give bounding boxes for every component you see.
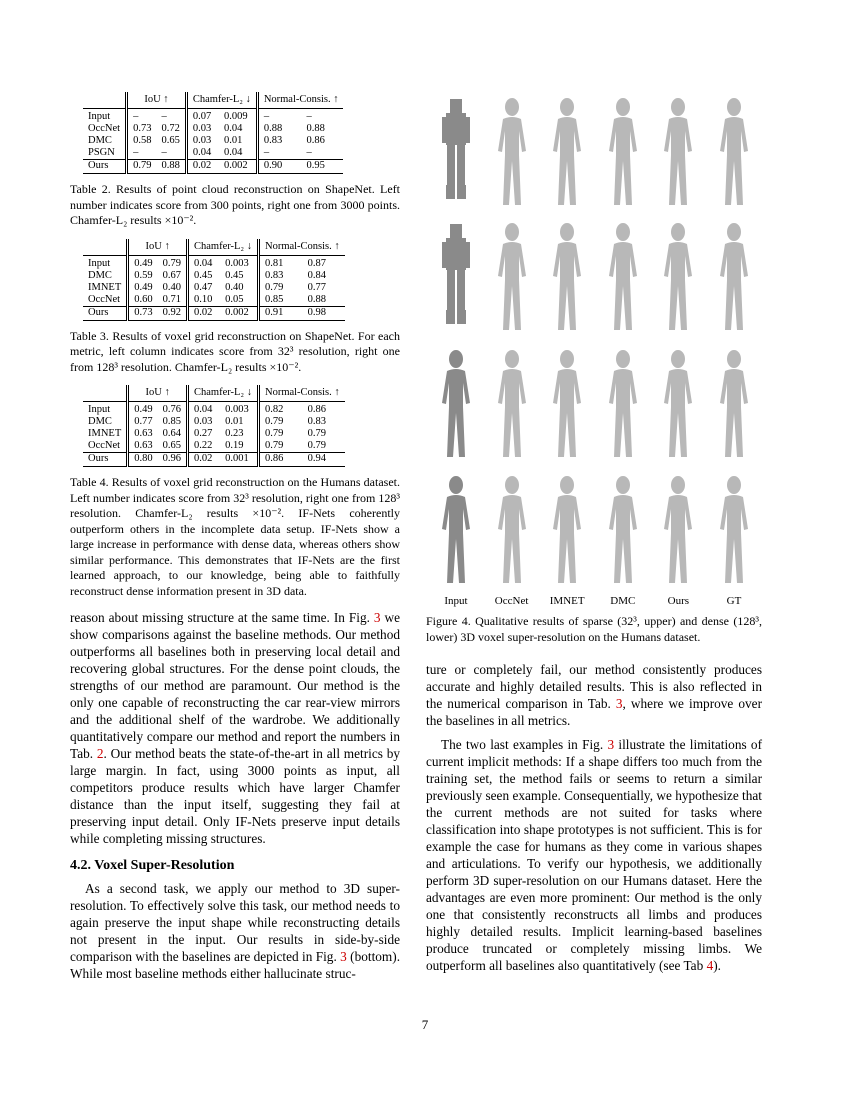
table-header: IoU ↑ — [127, 92, 187, 109]
figure-cell — [430, 347, 482, 465]
cell: 0.65 — [162, 440, 181, 451]
figure-head — [616, 98, 630, 116]
section-heading: 4.2. Voxel Super-Resolution — [70, 858, 235, 873]
cell: – — [257, 109, 301, 124]
paragraph-text: , where we improve over the baselines in all metrics. — [426, 696, 763, 728]
figure-body — [553, 117, 581, 205]
paragraph-text: . Our method beats the state-of-the-art in all metrics by large margin. In fact, using 3000 points as input, all competitors produce results which have larger Chamfer distance than the input itself, suggesting they fail at preserving input detail. Only IF-Nets preserve input details while completing missing structures. — [70, 746, 400, 846]
figure-cell — [430, 473, 482, 591]
table-header: Chamfer-L₂ ↓ — [188, 385, 259, 402]
cell: 0.40 — [225, 281, 244, 293]
voxel-block — [464, 242, 470, 268]
figure-body — [553, 242, 581, 330]
table-row — [83, 135, 343, 147]
paragraph-text: reason about missing structure at the same time. In Fig. — [70, 610, 370, 625]
figure-cell — [708, 473, 760, 591]
voxel-block — [446, 113, 466, 145]
table-header: Chamfer-L₂ ↓ — [186, 92, 257, 109]
figure-cell — [708, 347, 760, 465]
row-label: PSGN — [88, 147, 115, 158]
figure-body — [498, 117, 526, 205]
row-label: Input — [88, 404, 111, 415]
figure-head — [616, 223, 630, 241]
cell: 0.79 — [258, 428, 302, 440]
table-row — [83, 255, 345, 270]
table-row — [83, 440, 345, 453]
human-shape-render — [708, 347, 760, 465]
cell: 0.79 — [307, 440, 327, 451]
voxel-block — [450, 99, 462, 113]
human-shape-render — [430, 347, 482, 465]
figure-cell — [597, 220, 649, 338]
cell: – — [161, 147, 167, 158]
cell: 0.003 — [225, 404, 249, 415]
row-label: OccNet — [88, 440, 121, 451]
cell: 0.02 — [188, 453, 221, 467]
table-row — [83, 160, 343, 174]
human-shape-render — [652, 95, 704, 213]
cell: 0.77 — [128, 416, 158, 428]
figure-ref-link[interactable]: 3 — [607, 737, 615, 752]
table-header — [83, 92, 127, 109]
figure-label: Input — [444, 595, 468, 607]
human-shape-render — [430, 95, 482, 213]
figure-head — [671, 223, 685, 241]
figure-cell — [708, 220, 760, 338]
figure-cell — [430, 95, 482, 213]
table-header: Chamfer-L₂ ↓ — [188, 239, 259, 256]
human-shape-render — [597, 220, 649, 338]
cell: 0.45 — [225, 269, 244, 281]
figure-body — [553, 369, 581, 457]
figure-4-caption: Figure 4. Qualitative results of sparse (32³, upper) and dense (128³, lower) 3D voxel super-resolution on the Humans dataset. — [426, 614, 762, 644]
cell: 0.04 — [223, 123, 243, 134]
figure-head — [560, 223, 574, 241]
figure-body — [609, 495, 637, 583]
voxel-block — [457, 310, 466, 324]
cell: 0.49 — [128, 255, 158, 270]
cell: 0.23 — [225, 428, 244, 439]
figure-body — [720, 117, 748, 205]
table-header: Normal-Consis. ↑ — [258, 385, 344, 402]
figure-head — [671, 476, 685, 494]
voxel-block — [447, 145, 455, 185]
table-header — [83, 239, 128, 256]
row-label: DMC — [88, 269, 112, 281]
figure-head — [505, 98, 519, 116]
row-label: Ours — [88, 453, 109, 464]
figure-row — [430, 220, 760, 338]
cell: 0.79 — [258, 416, 302, 428]
cell: 0.22 — [188, 440, 221, 453]
human-shape-render — [486, 95, 538, 213]
cell: – — [257, 147, 301, 160]
paragraph-text: (bottom). While most baseline methods either hallucinate struc- — [70, 949, 401, 981]
figure-cell — [597, 95, 649, 213]
cell: 0.80 — [128, 453, 158, 467]
cell: 0.83 — [258, 270, 302, 282]
voxel-block — [446, 238, 466, 270]
figure-label: GT — [726, 595, 742, 607]
figure-head — [727, 98, 741, 116]
table-header: IoU ↑ — [128, 239, 188, 256]
cell: 0.79 — [258, 282, 302, 294]
cell: 0.79 — [307, 428, 327, 439]
figure-body — [498, 369, 526, 457]
human-shape-render — [430, 473, 482, 591]
cell: 0.003 — [225, 257, 249, 269]
cell: 0.86 — [258, 453, 302, 467]
figure-cell — [486, 347, 538, 465]
cell: 0.009 — [223, 111, 248, 122]
figure-cell — [652, 347, 704, 465]
cell: 0.73 — [127, 123, 157, 135]
figure-head — [560, 98, 574, 116]
figure-body — [442, 495, 470, 583]
cell: 0.84 — [307, 269, 327, 281]
human-shape-render — [708, 473, 760, 591]
cell: 0.82 — [258, 402, 302, 417]
cell: 0.001 — [225, 453, 249, 464]
cell: 0.64 — [162, 428, 181, 439]
figure-4 — [430, 95, 760, 610]
figure-label: IMNET — [549, 595, 585, 607]
cell: 0.85 — [258, 294, 302, 307]
voxel-block — [457, 145, 465, 185]
table-row — [83, 123, 343, 135]
figure-cell — [652, 220, 704, 338]
figure-head — [727, 223, 741, 241]
figure-body — [442, 369, 470, 457]
figure-cell — [597, 473, 649, 591]
figure-cell — [652, 95, 704, 213]
human-shape-render — [486, 347, 538, 465]
row-label: Ours — [88, 160, 109, 171]
table-ref-link[interactable]: 4 — [706, 958, 714, 973]
cell: – — [306, 147, 312, 158]
row-label: OccNet — [88, 293, 121, 305]
cell: 0.40 — [162, 281, 181, 293]
figure-head — [727, 476, 741, 494]
cell: 0.83 — [307, 416, 327, 427]
figure-head — [560, 350, 574, 368]
figure-body — [664, 117, 692, 205]
table-header: Normal-Consis. ↑ — [257, 92, 343, 109]
figure-labels — [430, 595, 760, 607]
voxel-block — [450, 224, 462, 238]
left-column — [70, 92, 400, 982]
human-shape-render — [597, 473, 649, 591]
table-2 — [83, 92, 343, 174]
cell: 0.49 — [128, 282, 158, 294]
cell: 0.03 — [186, 135, 219, 147]
cell: 0.63 — [128, 440, 158, 453]
cell: 0.95 — [306, 160, 325, 171]
cell: 0.91 — [258, 306, 302, 320]
right-column — [426, 614, 762, 974]
table-4 — [83, 385, 345, 467]
figure-body — [720, 495, 748, 583]
row-label: Input — [88, 111, 111, 122]
voxel-block — [457, 185, 466, 199]
human-shape-render — [541, 347, 593, 465]
cell: – — [161, 111, 167, 122]
figure-ref-link[interactable]: 3 — [340, 949, 347, 964]
cell: 0.96 — [162, 453, 181, 464]
voxel-block — [442, 242, 448, 268]
paragraph-text: ). — [713, 958, 721, 973]
human-shape-render — [708, 220, 760, 338]
cell: 0.27 — [188, 428, 221, 440]
cell: 0.63 — [128, 428, 158, 440]
figure-head — [505, 350, 519, 368]
cell: 0.79 — [258, 440, 302, 453]
figure-ref-link[interactable]: 3 — [373, 610, 381, 625]
human-shape-render — [541, 95, 593, 213]
cell: 0.03 — [186, 123, 219, 135]
cell: 0.81 — [258, 255, 302, 270]
figure-head — [505, 223, 519, 241]
paragraph-text: illustrate the limitations of current implicit methods: If a shape differs too much from the training set, the method fails or seems to return a similar previously seen example. Consequentially, we hypothesize that the current methods are not suited for tasks where classification into shape prototypes is not sufficient. This is for example the case for humans as they come in various shapes and articulations. To verify our hypothesis, we additionally perform 3D super-resolution on our Humans dataset. Here the advantages are even more prominent: Our method is the only one that consistently reconstructs all limbs and produces highly detailed results. Implicit learning-based baselines produce truncated or completely missing limbs. We outperform all baselines also quantitatively (see Tab — [426, 737, 763, 973]
human-shape-render — [652, 473, 704, 591]
row-label: DMC — [88, 416, 112, 427]
row-label: Input — [88, 257, 111, 269]
row-label: DMC — [88, 135, 112, 146]
cell: 0.73 — [128, 306, 158, 320]
figure-cell — [541, 95, 593, 213]
figure-body — [720, 369, 748, 457]
figure-cell — [430, 220, 482, 338]
figure-head — [671, 350, 685, 368]
table-row — [83, 428, 345, 440]
figure-cell — [708, 95, 760, 213]
figure-cell — [541, 473, 593, 591]
table-2-caption: Table 2. Results of point cloud reconstruction on ShapeNet. Left number indicates score from 300 points, right one from 3000 points. Chamfer-L₂ results ×10⁻². — [70, 182, 400, 227]
cell: 0.04 — [223, 147, 243, 158]
cell: 0.85 — [162, 416, 181, 427]
cell: 0.71 — [162, 293, 181, 305]
cell: 0.76 — [162, 404, 181, 415]
figure-cell — [486, 473, 538, 591]
human-shape-render — [708, 95, 760, 213]
cell: 0.49 — [128, 402, 158, 417]
cell: 0.77 — [307, 281, 327, 293]
cell: 0.002 — [225, 306, 249, 318]
cell: 0.83 — [257, 135, 301, 147]
figure-body — [664, 242, 692, 330]
right-body-text — [426, 661, 762, 974]
figure-head — [560, 476, 574, 494]
figure-body — [553, 495, 581, 583]
figure-body — [664, 495, 692, 583]
paragraph-text: we show comparisons against the baseline methods. Our method outperforms all baselines both in preserving local detail and recovering global structures. For the dense point clouds, the strengths of our method are paramount. Our method is the only one capable of reconstructing the car rear-view mirrors and the additional shelf of the wardrobe. We additionally quantitatively compare our method and report the numbers in Tab. — [70, 610, 400, 761]
figure-head — [616, 350, 630, 368]
cell: – — [306, 111, 312, 122]
human-shape-render — [541, 473, 593, 591]
left-body-text — [70, 609, 400, 982]
human-shape-render — [486, 220, 538, 338]
table-4-caption: Table 4. Results of voxel grid reconstruction on the Humans dataset. Left number indicates score from 32³ resolution, right one from 128³ resolution. Chamfer-L₂ results ×10⁻². IF-Nets coherently outperform others in the incomplete data setup. IF-Nets show a large increase in performance with dense data, whereas others show similar performance. This demonstrates that IF-Nets are the first learned approach, to our knowledge, being able to faithfully reconstruct dense information present in 3D data. — [70, 475, 400, 598]
table-row — [83, 416, 345, 428]
figure-label: OccNet — [494, 595, 529, 607]
human-shape-render — [430, 220, 482, 338]
figure-body — [498, 495, 526, 583]
cell: 0.79 — [127, 160, 157, 174]
cell: 0.02 — [188, 306, 221, 320]
voxel-block — [464, 117, 470, 143]
table-header — [83, 385, 128, 402]
page-number: 7 — [421, 1017, 429, 1032]
cell: 0.05 — [225, 293, 244, 305]
cell: 0.01 — [223, 135, 243, 146]
row-label: IMNET — [88, 281, 122, 293]
cell: 0.10 — [188, 294, 221, 307]
cell: 0.03 — [188, 416, 221, 428]
figure-cell — [541, 347, 593, 465]
cell: 0.87 — [307, 257, 327, 269]
cell: 0.04 — [188, 402, 221, 417]
row-label: IMNET — [88, 428, 122, 439]
cell: 0.07 — [186, 109, 219, 124]
cell: 0.19 — [225, 440, 244, 451]
cell: 0.04 — [186, 147, 219, 160]
figure-cell — [541, 220, 593, 338]
table-header: Normal-Consis. ↑ — [258, 239, 344, 256]
cell: – — [127, 109, 157, 124]
cell: 0.79 — [162, 257, 181, 269]
voxel-block — [442, 117, 448, 143]
row-label: Ours — [88, 306, 109, 318]
human-shape-render — [541, 220, 593, 338]
figure-row — [430, 347, 760, 465]
cell: 0.86 — [306, 135, 325, 146]
human-shape-render — [486, 473, 538, 591]
figure-body — [498, 242, 526, 330]
cell: 0.01 — [225, 416, 244, 427]
cell: 0.04 — [188, 255, 221, 270]
figure-row — [430, 95, 760, 213]
human-shape-render — [652, 347, 704, 465]
paragraph-text: As a second task, we apply our method to 3D super-resolution. To effectively solve this task, our method needs to again preserve the input shape while reconstructing details not present in the input. Our results in side-by-side comparison with the baselines are depicted in Fig. — [70, 881, 400, 964]
figure-cell — [652, 473, 704, 591]
cell: 0.002 — [223, 160, 248, 171]
voxel-block — [446, 185, 455, 199]
figure-cell — [597, 347, 649, 465]
table-row — [83, 294, 345, 307]
table-3-caption: Table 3. Results of voxel grid reconstruction on ShapeNet. For each metric, left column indicates score from 32³ resolution, right one from 128³ resolution. Chamfer-L₂ results ×10⁻². — [70, 328, 400, 374]
figure-head — [727, 350, 741, 368]
figure-body — [609, 369, 637, 457]
table-row — [83, 147, 343, 160]
table-row — [83, 109, 343, 124]
paragraph-text: ture or completely fail, our method consistently produces accurate and highly detailed results. This is also reflected in the numerical comparison in Tab. — [426, 662, 762, 711]
figure-label: Ours — [667, 595, 690, 607]
cell: 0.65 — [161, 135, 180, 146]
cell: 0.88 — [307, 293, 327, 305]
table-row — [83, 282, 345, 294]
cell: 0.86 — [307, 404, 327, 415]
figure-cell — [486, 95, 538, 213]
figure-body — [664, 369, 692, 457]
cell: 0.59 — [128, 270, 158, 282]
figure-head — [449, 350, 463, 368]
cell: 0.67 — [162, 269, 181, 281]
voxel-block — [457, 270, 465, 310]
figure-head — [616, 476, 630, 494]
cell: – — [127, 147, 157, 160]
table-3 — [83, 239, 345, 321]
voxel-block — [447, 270, 455, 310]
table-row — [83, 453, 345, 467]
table-row — [83, 306, 345, 320]
table-row — [83, 270, 345, 282]
cell: 0.47 — [188, 282, 221, 294]
cell: 0.88 — [257, 123, 301, 135]
cell: 0.45 — [188, 270, 221, 282]
cell: 0.72 — [161, 123, 180, 134]
cell: 0.02 — [186, 160, 219, 174]
table-row — [83, 402, 345, 417]
figure-head — [449, 476, 463, 494]
cell: 0.92 — [162, 306, 181, 318]
cell: 0.88 — [306, 123, 325, 134]
cell: 0.58 — [127, 135, 157, 147]
human-shape-render — [597, 95, 649, 213]
figure-body — [609, 242, 637, 330]
figure-row — [430, 473, 760, 591]
table-header: IoU ↑ — [128, 385, 188, 402]
cell: 0.60 — [128, 294, 158, 307]
cell: 0.88 — [161, 160, 180, 171]
human-shape-render — [597, 347, 649, 465]
figure-head — [505, 476, 519, 494]
figure-label: DMC — [610, 595, 636, 607]
row-label: OccNet — [88, 123, 121, 134]
human-shape-render — [652, 220, 704, 338]
voxel-block — [446, 310, 455, 324]
cell: 0.94 — [307, 453, 327, 464]
table-ref-link[interactable]: 2 — [96, 746, 104, 761]
cell: 0.90 — [257, 160, 301, 174]
table-ref-link[interactable]: 3 — [615, 696, 623, 711]
figure-body — [609, 117, 637, 205]
figure-body — [720, 242, 748, 330]
paragraph-text: The two last examples in Fig. — [441, 737, 604, 752]
figure-cell — [486, 220, 538, 338]
figure-head — [671, 98, 685, 116]
cell: 0.98 — [307, 306, 327, 318]
